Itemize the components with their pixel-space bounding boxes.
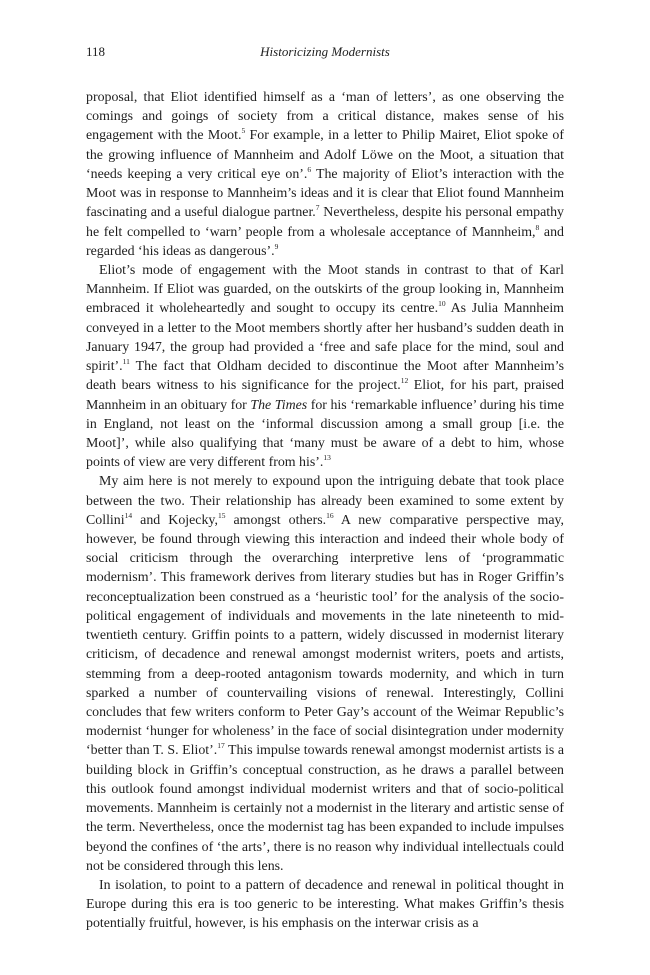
paragraph bbox=[86, 472, 564, 876]
text-run: A new comparative perspective may, however, be found through viewing this interaction and indeed their whole body of social criticism through the overarching interpretive lens of ‘programmatic modernism’. This framework derives from literary studies but has in Roger Griffin’s reconceptualization been construed as a ‘heuristic tool’ for the analysis of the socio-political engagement of individuals and movements in the late nineteenth to mid-twentieth century. Griffin points to a pattern, widely discussed in modernist literary criticism, of decadence and renewal amongst modernist writers, poets and artists, stemming from a deep-rooted antagonism towards modernity, and which in turn sparked a number of countervailing visions of renewal. Interestingly, Collini concludes that few writers conform to Peter Gay’s account of the Weimar Republic’s modernist ‘hunger for wholeness’ in the face of social disintegration under modernity ‘better than T. S. Eliot’. bbox=[86, 512, 564, 759]
footnote-marker: 6 bbox=[307, 164, 312, 174]
footnote-marker: 11 bbox=[122, 357, 130, 367]
footnote-marker: 15 bbox=[217, 510, 226, 520]
page-number: 118 bbox=[86, 44, 106, 59]
text-run: Nevertheless, despite his personal empathy he felt compelled to ‘warn’ people from a wholesale acceptance of Mannheim, bbox=[86, 205, 564, 240]
italic-title: The Times bbox=[250, 397, 308, 413]
footnote-marker: 10 bbox=[438, 299, 446, 309]
paragraph bbox=[86, 876, 564, 934]
text-run: Eliot’s mode of engagement with the Moot stands in contrast to that of Karl Mannheim. If Eliot was guarded, on the outskirts of the group looking in, Mannheim embraced it wholeheartedly and sought to occupy its centre. bbox=[86, 262, 564, 317]
text-run: for his ‘remarkable influence’ during his time in England, not least on the ‘informal discussion among a small group [i.e. the Moot]’, while also qualifying that ‘many must be aware of a debt to him, whose points of view are very different from his’. bbox=[86, 397, 564, 471]
text-run: In isolation, to point to a pattern of decadence and renewal in political thought in Europe during this era is too generic to be interesting. What makes Griffin’s thesis potentially fruitful, however, is his emphasis on the interwar crisis as a bbox=[86, 877, 564, 932]
text-run: and regarded ‘his ideas as dangerous’. bbox=[86, 224, 564, 259]
body-text bbox=[86, 88, 564, 934]
running-head: Historicizing Modernists bbox=[260, 44, 390, 59]
paragraph bbox=[86, 88, 564, 261]
text-run: This impulse towards renewal amongst modernist artists is a building block in Griffin’s conceptual construction, as he draws a parallel between this outlook found amongst individual modernist writers and that of socio-political movements. Mannheim is certainly not a modernist in the literary and artistic sense of the term. Nevertheless, once the modernist tag has been expanded to include impulses beyond the confines of ‘the arts’, there is no reason why individual intellectuals could not be considered through this lens. bbox=[86, 743, 564, 874]
text-run: amongst others. bbox=[225, 512, 327, 528]
page-header bbox=[86, 44, 564, 62]
footnote-marker: 17 bbox=[217, 741, 225, 751]
text-run: As Julia Mannheim conveyed in a letter to the Moot members shortly after her husband’s sudden death in January 1947, the group had provided a ‘free and safe place for the mind, soul and spirit’. bbox=[86, 301, 564, 375]
text-run: Eliot, for his part, praised Mannheim in an obituary for bbox=[86, 378, 564, 413]
text-run: For example, in a letter to Philip Mairet, Eliot spoke of the growing influence of Mannheim and Adolf Löwe on the Moot, a situation that ‘needs keeping a very critical eye on’. bbox=[86, 128, 564, 182]
text-run: The fact that Oldham decided to discontinue the Moot after Mannheim’s death bears witness to his significance for the project. bbox=[86, 359, 564, 394]
footnote-marker: 8 bbox=[535, 222, 540, 232]
footnote-marker: 9 bbox=[274, 241, 279, 251]
footnote-marker: 13 bbox=[323, 453, 331, 463]
footnote-marker: 5 bbox=[241, 126, 246, 136]
paragraph bbox=[86, 261, 564, 472]
footnote-marker: 16 bbox=[326, 510, 334, 520]
footnote-marker: 12 bbox=[400, 376, 409, 386]
text-run: proposal, that Eliot identified himself as a ‘man of letters’, as one observing the comings and goings of society from a critical distance, makes sense of his engagement with the Moot. bbox=[86, 90, 564, 144]
text-run: The majority of Eliot’s interaction with the Moot was in response to Mannheim’s ideas and it is clear that Eliot found Mannheim fascinating and a useful dialogue partner. bbox=[86, 166, 564, 221]
footnote-marker: 7 bbox=[315, 203, 320, 213]
text-run: My aim here is not merely to expound upon the intriguing debate that took place between the two. Their relationship has already been examined to some extent by Collini bbox=[86, 474, 564, 528]
text-run: and Kojecky, bbox=[132, 512, 218, 528]
footnote-marker: 14 bbox=[124, 510, 133, 520]
